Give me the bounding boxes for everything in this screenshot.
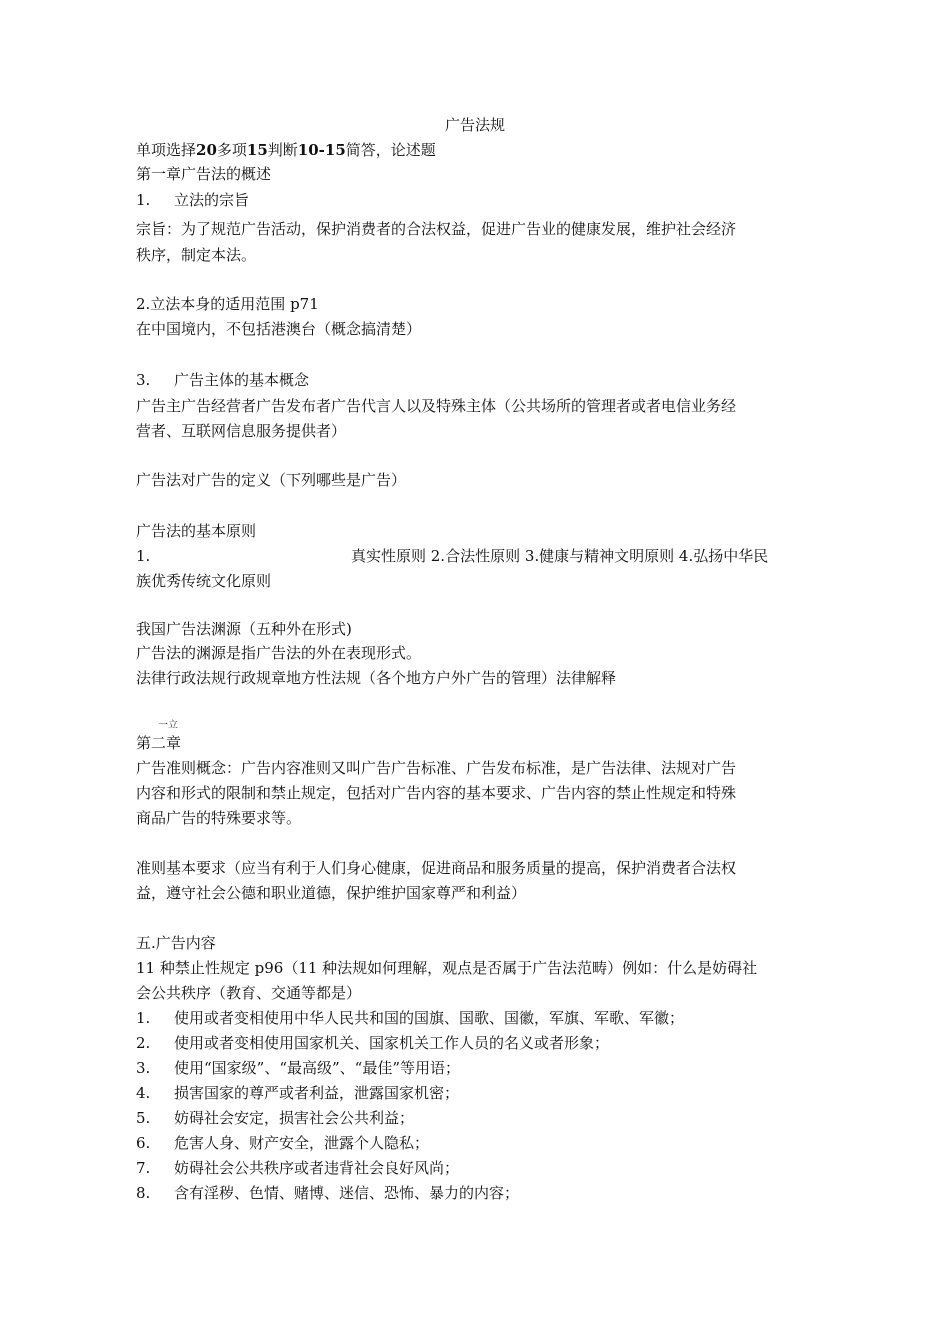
list-item: 8. 含有淫秽、色情、赌博、迷信、恐怖、暴力的内容； — [136, 1184, 520, 1202]
prohibitions-text: 11 种禁止性规定 p96（11 种法规如何理解，观点是否属于广告法范畴）例如：什么是妨碍社 — [136, 959, 758, 977]
norms-text-cont: 内容和形式的限制和禁止规定，包括对广告内容的基本要求、广告内容的禁止性规定和特殊 — [136, 784, 737, 802]
purpose-text: 宗旨：为了规范广告活动，保护消费者的合法权益，促进广告业的健康发展，维护社会经济 — [136, 220, 737, 238]
list-item: 2. 使用或者变相使用国家机关、国家机关工作人员的名义或者形象； — [136, 1034, 610, 1052]
chapter-2-heading: 第二章 — [136, 734, 182, 752]
requirements-text: 准则基本要求（应当有利于人们身心健康，促进商品和服务质量的提高，保护消费者合法权 — [136, 859, 737, 877]
list-item: 6. 危害人身、财产安全，泄露个人隐私； — [136, 1134, 430, 1152]
page-title: 广告法规 — [444, 116, 505, 134]
principles-line-cont: 族优秀传统文化原则 — [136, 572, 272, 590]
definition-text: 广告法对广告的定义（下列哪些是广告） — [136, 471, 407, 489]
list-item: 4. 损害国家的尊严或者利益，泄露国家机密； — [136, 1084, 460, 1102]
list-item: 3. 使用“国家级”、“最高级”、“最佳”等用语； — [136, 1059, 461, 1077]
sources-heading: 我国广告法渊源（五种外在形式) — [136, 620, 352, 638]
scope-text: 在中国境内，不包括港澳台（概念搞清楚） — [136, 320, 422, 338]
subjects-text: 广告主广告经营者广告发布者广告代言人以及特殊主体（公共场所的管理者或者电信业务经 — [136, 397, 737, 415]
list-item: 3. 广告主体的基本概念 — [136, 371, 310, 389]
requirements-text-cont: 益，遵守社会公德和职业道德，保护维护国家尊严和利益） — [136, 884, 527, 902]
norms-text-cont: 商品广告的特殊要求等。 — [136, 809, 302, 827]
stray-mark: 一立 — [158, 720, 178, 731]
purpose-text-cont: 秩序，制定本法。 — [136, 246, 257, 264]
list-item: 5. 妨碍社会安定，损害社会公共利益； — [136, 1109, 415, 1127]
chapter-1-heading: 第一章广告法的概述 — [136, 165, 272, 183]
list-item: 1. 立法的宗旨 — [136, 191, 250, 209]
principles-line: 1. 真实性原则 2.合法性原则 3.健康与精神文明原则 4.弘扬中华民 — [136, 547, 769, 565]
norms-text: 广告准则概念：广告内容准则又叫广告广告标准、广告发布标准，是广告法律、法规对广告 — [136, 759, 737, 777]
sources-list: 法律行政法规行政规章地方性法规（各个地方户外广告的管理）法律解释 — [136, 669, 617, 687]
list-item: 1. 使用或者变相使用中华人民共和国的国旗、国歌、国徽，军旗、军歌、军徽； — [136, 1009, 685, 1027]
content-heading: 五.广告内容 — [136, 934, 216, 952]
sources-definition: 广告法的渊源是指广告法的外在表现形式。 — [136, 644, 422, 662]
subjects-text-cont: 营者、互联网信息服务提供者） — [136, 422, 347, 440]
scope-heading: 2.立法本身的适用范围 p71 — [136, 295, 319, 313]
list-item: 7. 妨碍社会公共秩序或者违背社会良好风尚； — [136, 1159, 460, 1177]
exam-format-line: 单项选择20多项15判断10-15简答，论述题 — [136, 141, 436, 159]
principles-heading: 广告法的基本原则 — [136, 522, 257, 540]
prohibitions-text-cont: 会公共秩序（教育、交通等都是） — [136, 984, 362, 1002]
